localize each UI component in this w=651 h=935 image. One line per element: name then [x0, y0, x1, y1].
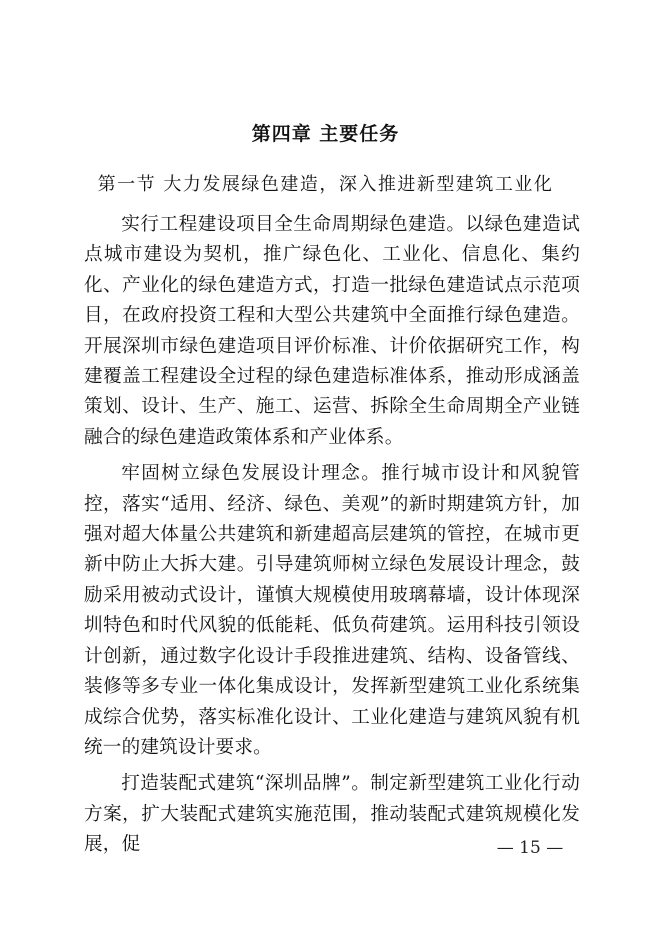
- paragraph: 实行工程建设项目全生命周期绿色建造。以绿色建造试点城市建设为契机，推广绿色化、工业化、信息化、集约化、产业化的绿色建造方式，打造一批绿色建造试点示范项目，在政府投资工程和大型公共建筑中全面推行绿色建造。开展深圳市绿色建造项目评价标准、计价依据研究工作，构建覆盖工程建设全过程的绿色建造标准体系，推动形成涵盖策划、设计、生产、施工、运营、拆除全生命周期全产业链融合的绿色建造政策体系和产业体系。: [84, 214, 580, 448]
- paragraph: 打造装配式建筑“深圳品牌”。制定新型建筑工业化行动方案，扩大装配式建筑实施范围，推动装配式建筑规模化发展，促: [84, 773, 580, 856]
- section-title: 第一节 大力发展绿色建造，深入推进新型建筑工业化: [97, 174, 554, 195]
- body-text: [84, 210, 580, 867]
- page-number: — 15 —: [496, 838, 564, 858]
- chapter-title: 第四章 主要任务: [251, 123, 400, 145]
- paragraph: 牢固树立绿色发展设计理念。推行城市设计和风貌管控，落实“适用、经济、绿色、美观”的新时期建筑方针，加强对超大体量公共建筑和新建超高层建筑的管控，在城市更新中防止大拆大建。引导建筑师树立绿色发展设计理念，鼓励采用被动式设计，谨慎大规模使用玻璃幕墙，设计体现深圳特色和时代风貌的低能耗、低负荷建筑。运用科技引领设计创新，通过数字化设计手段推进建筑、结构、设备管线、装修等多专业一体化集成设计，发挥新型建筑工业化系统集成综合优势，落实标准化设计、工业化建造与建筑风貌有机统一的建筑设计要求。: [84, 463, 580, 758]
